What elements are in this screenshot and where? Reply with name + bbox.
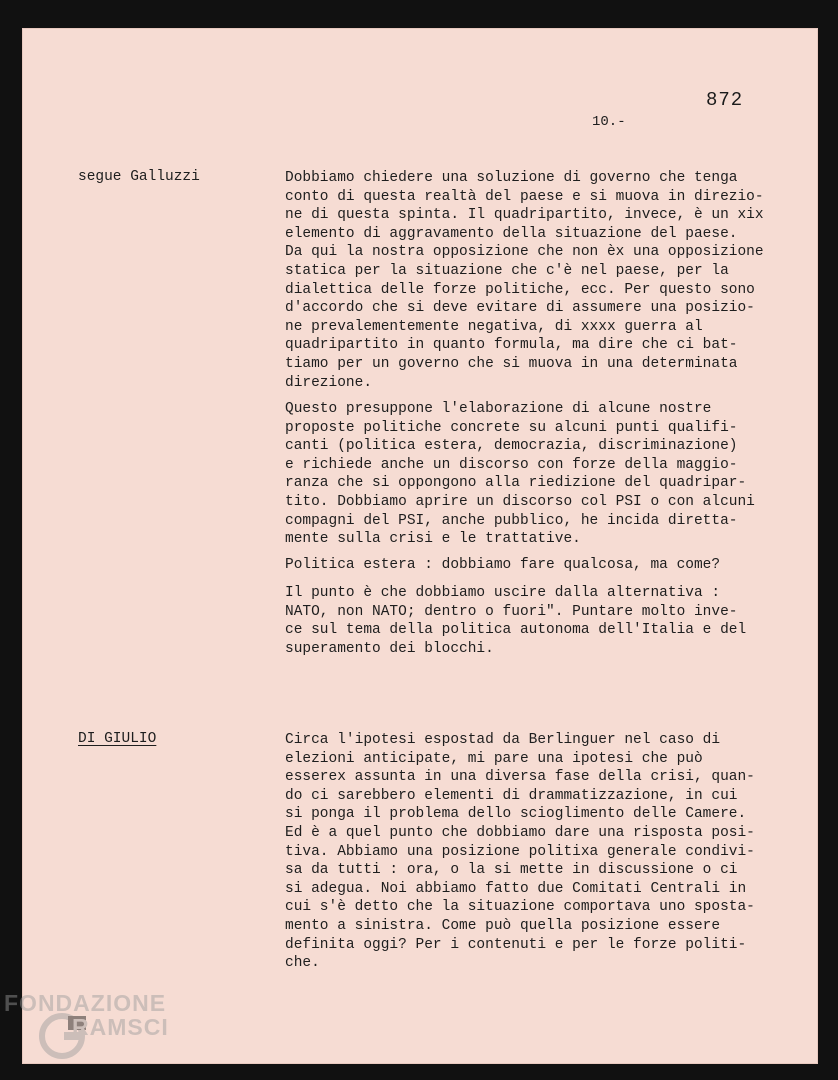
paragraph-galluzzi-2: Questo presuppone l'elaborazione di alcune nostre proposte politiche concrete su alcuni punti qualifi- canti (politica estera, democrazia, discriminazione) e richiede anche un discorso con forze della maggio- ranza che si oppongono alla riedizione del quadripar- tito. Dobbiamo aprire un discorso col PSI o con alcuni compagni del PSI, anche pubblico, he incida diretta- mente sulla crisi e le trattative.	[285, 401, 755, 548]
speaker-label-galluzzi: segue Galluzzi	[78, 169, 200, 185]
page-number: 872	[706, 89, 744, 111]
paragraph-galluzzi-3: Politica estera : dobbiamo fare qualcosa, ma come?	[285, 557, 721, 573]
fondazione-gramsci-watermark	[0, 990, 210, 1070]
paragraph-galluzzi-4: Il punto è che dobbiamo uscire dalla alternativa : NATO, non NATO; dentro o fuori". Puntare molto inve- ce sul tema della politica autonoma dell'Italia e del superamento dei blocchi.	[285, 585, 747, 657]
watermark-line2: RAMSCI	[72, 1014, 169, 1040]
paragraph-di-giulio-1: Circa l'ipotesi espostad da Berlinguer nel caso di elezioni anticipate, mi pare una ipotesi che può esserex assunta in una diversa fase della crisi, quan- do ci sarebbero elementi di drammatizzazione, in cui si ponga il problema dello scioglimento delle Camere. Ed è a quel punto che dobbiamo dare una risposta posi- tiva. Abbiamo una posizione politixa generale condivi- sa da tutti : ora, o la si mette in discussione o ci si adegua. Noi abbiamo fatto due Comitati Centrali in cui s'è detto che la situazione comportava uno sposta- mento a sinistra. Come può quella posizione essere definita oggi? Per i contenuti e per le forze politi- che.	[285, 732, 755, 972]
watermark-line1: FONDAZIONE	[4, 990, 167, 1016]
paragraph-galluzzi-1: Dobbiamo chiedere una soluzione di governo che tenga conto di questa realtà del paese e si muova in direzio- ne di questa spinta. Il quadripartito, invece, è un xix elemento di aggravamento della situazione del paese. Da qui la nostra opposizione che non èx una opposizione statica per la situazione che c'è nel paese, per la dialettica delle forze politiche, ecc. Per questo sono d'accordo che si deve evitare di assumere una posizio- ne prevalementemente negativa, di xxxx guerra al quadripartito in quanto formula, ma dire che ci bat- tiamo per un governo che si muova in una determinata direzione.	[285, 170, 764, 391]
sheet-number: 10.-	[592, 114, 626, 130]
document-page	[22, 28, 818, 1064]
speaker-label-di-giulio: DI GIULIO	[78, 731, 157, 747]
